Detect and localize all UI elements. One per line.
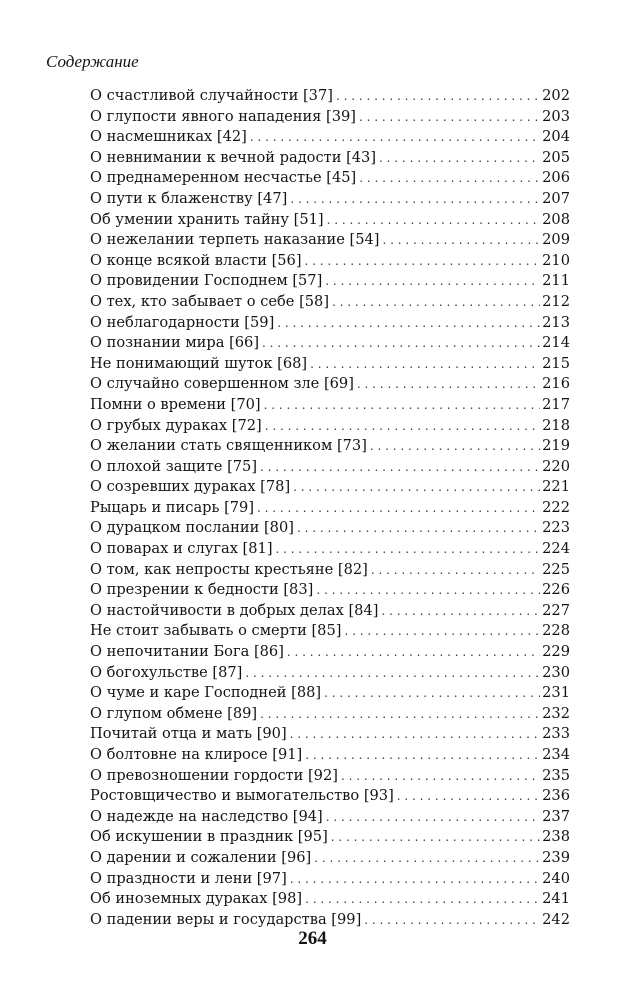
toc-entry — [90, 766, 570, 787]
toc-entry — [90, 580, 570, 601]
toc-entry — [90, 518, 570, 539]
toc-entry-page: 216 — [542, 375, 570, 393]
dot-leader — [370, 436, 540, 457]
dot-leader — [305, 745, 540, 766]
toc-entry-page: 226 — [542, 581, 570, 599]
toc-entry-title: О падении веры и государства [99] — [90, 910, 362, 928]
toc-entry — [90, 642, 570, 663]
toc-entry-title: Ростовщичество и вымогательство [93] — [90, 787, 394, 805]
dot-leader — [327, 210, 541, 231]
toc-entry-page: 237 — [542, 807, 570, 825]
toc-entry-title: О желании стать священником [73] — [90, 437, 367, 455]
toc-entry — [90, 107, 570, 128]
dot-leader — [325, 271, 540, 292]
toc-entry — [90, 663, 570, 684]
toc-entry-page: 214 — [542, 334, 570, 352]
dot-leader — [305, 251, 541, 272]
dot-leader — [332, 292, 540, 313]
toc-entry — [90, 724, 570, 745]
toc-entry-page: 213 — [542, 313, 570, 331]
toc-entry — [90, 457, 570, 478]
dot-leader — [314, 848, 540, 869]
dot-leader — [359, 168, 540, 189]
dot-leader — [257, 498, 540, 519]
toc-entry-title: Почитай отца и мать [90] — [90, 725, 287, 743]
toc-entry-title: О случайно совершенном зле [69] — [90, 375, 354, 393]
toc-entry — [90, 786, 570, 807]
toc-entry — [90, 683, 570, 704]
toc-entry-page: 224 — [542, 540, 570, 558]
toc-entry — [90, 168, 570, 189]
dot-leader — [245, 663, 540, 684]
toc-entry-title: О презрении к бедности [83] — [90, 581, 314, 599]
toc-entry-title: О праздности и лени [97] — [90, 869, 287, 887]
toc-entry-title: Об умении хранить тайну [51] — [90, 210, 324, 228]
toc-entry-title: О превозношении гордости [92] — [90, 766, 338, 784]
toc-entry-page: 207 — [542, 189, 570, 207]
dot-leader — [316, 580, 540, 601]
toc-entry — [90, 148, 570, 169]
dot-leader — [262, 333, 540, 354]
toc-entry-page: 208 — [542, 210, 570, 228]
toc-entry-page: 227 — [542, 601, 570, 619]
toc-entry-title: О насмешниках [42] — [90, 128, 247, 146]
toc-entry-title: О богохульстве [87] — [90, 663, 243, 681]
toc-entry-page: 215 — [542, 354, 570, 372]
dot-leader — [260, 704, 540, 725]
toc-entry — [90, 704, 570, 725]
toc-entry-page: 206 — [542, 169, 570, 187]
toc-entry-title: О преднамеренном несчастье [45] — [90, 169, 357, 187]
toc-entry-title: О надежде на наследство [94] — [90, 807, 323, 825]
toc-entry — [90, 230, 570, 251]
toc-entry-page: 238 — [542, 828, 570, 846]
toc-entry — [90, 807, 570, 828]
toc-entry-title: О созревших дураках [78] — [90, 478, 291, 496]
dot-leader — [336, 86, 540, 107]
toc-entry-title: О глупости явного нападения [39] — [90, 107, 356, 125]
toc-entry — [90, 621, 570, 642]
dot-leader — [293, 477, 540, 498]
toc-entry — [90, 354, 570, 375]
dot-leader — [331, 827, 540, 848]
toc-entry-title: О том, как непросты крестьяне [82] — [90, 560, 368, 578]
dot-leader — [371, 560, 540, 581]
dot-leader — [341, 766, 540, 787]
toc-entry — [90, 477, 570, 498]
dot-leader — [277, 313, 540, 334]
dot-leader — [264, 395, 541, 416]
toc-entry — [90, 498, 570, 519]
toc-entry — [90, 827, 570, 848]
toc-entry — [90, 374, 570, 395]
toc-entry — [90, 560, 570, 581]
toc-entry-title: О поварах и слугах [81] — [90, 540, 273, 558]
toc-entry-page: 231 — [542, 684, 570, 702]
toc-entry — [90, 539, 570, 560]
toc-entry-title: О дарении и сожалении [96] — [90, 848, 312, 866]
toc-entry-title: О тех, кто забывает о себе [58] — [90, 292, 330, 310]
toc-entry — [90, 333, 570, 354]
toc-entry — [90, 210, 570, 231]
dot-leader — [287, 642, 540, 663]
toc-entry-title: О чуме и каре Господней [88] — [90, 684, 322, 702]
dot-leader — [379, 148, 540, 169]
toc-entry-page: 222 — [542, 498, 570, 516]
toc-entry-title: О глупом обмене [89] — [90, 704, 258, 722]
toc-entry-page: 233 — [542, 725, 570, 743]
toc-entry-title: О провидении Господнем [57] — [90, 272, 323, 290]
dot-leader — [265, 416, 540, 437]
toc-entry — [90, 86, 570, 107]
toc-entry-title: О познании мира [66] — [90, 334, 260, 352]
dot-leader — [359, 107, 540, 128]
toc-entry-title: Рыцарь и писарь [79] — [90, 498, 255, 516]
dot-leader — [290, 724, 540, 745]
dot-leader — [310, 354, 540, 375]
toc-entry — [90, 395, 570, 416]
toc-entry-page: 230 — [542, 663, 570, 681]
toc-entry — [90, 601, 570, 622]
toc-entry — [90, 127, 570, 148]
toc-entry-title: О счастливой случайности [37] — [90, 87, 333, 104]
toc-entry-page: 219 — [542, 437, 570, 455]
toc-entry — [90, 292, 570, 313]
toc-entry-page: 202 — [542, 87, 570, 104]
toc-entry-page: 210 — [542, 251, 570, 269]
dot-leader — [324, 683, 540, 704]
toc-entry-page: 218 — [542, 416, 570, 434]
dot-leader — [297, 518, 540, 539]
toc-entry-page: 232 — [542, 704, 570, 722]
running-title: Содержание — [46, 52, 139, 71]
dot-leader — [326, 807, 540, 828]
toc-entry-title: О конце всякой власти [56] — [90, 251, 302, 269]
dot-leader — [250, 127, 540, 148]
toc-entry — [90, 251, 570, 272]
toc-entry — [90, 848, 570, 869]
dot-leader — [397, 786, 540, 807]
dot-leader — [381, 601, 540, 622]
toc-entry-title: Помни о времени [70] — [90, 395, 261, 413]
dot-leader — [383, 230, 541, 251]
toc-entry-title: О нежелании терпеть наказание [54] — [90, 231, 380, 249]
toc-entry-page: 223 — [542, 519, 570, 537]
toc-entry — [90, 745, 570, 766]
toc-entry-page: 209 — [542, 231, 570, 249]
toc-entry-page: 212 — [542, 292, 570, 310]
toc-entry-title: Не стоит забывать о смерти [85] — [90, 622, 342, 640]
dot-leader — [290, 189, 540, 210]
toc-entry-page: 211 — [542, 272, 570, 290]
toc-entry-page: 242 — [542, 910, 570, 928]
toc-entry-title: О грубых дураках [72] — [90, 416, 262, 434]
dot-leader — [290, 869, 540, 890]
toc-entry-title: О настойчивости в добрых делах [84] — [90, 601, 379, 619]
toc-entry-title: О непочитании Бога [86] — [90, 643, 284, 661]
toc-entry-page: 203 — [542, 107, 570, 125]
toc-entry — [90, 416, 570, 437]
toc-entry-title: О болтовне на клиросе [91] — [90, 746, 303, 763]
toc-entry-page: 235 — [542, 766, 570, 784]
toc-entry-page: 241 — [542, 890, 570, 908]
toc-entry-title: Об иноземных дураках [98] — [90, 890, 303, 908]
toc-entry-page: 204 — [542, 128, 570, 146]
toc-entry-title: О дурацком послании [80] — [90, 519, 294, 537]
toc-entry-title: О пути к блаженству [47] — [90, 189, 288, 207]
toc-entry — [90, 313, 570, 334]
toc-entry — [90, 189, 570, 210]
dot-leader — [344, 621, 540, 642]
toc-entry — [90, 889, 570, 910]
toc-entry-page: 217 — [542, 395, 570, 413]
toc-entry-page: 236 — [542, 787, 570, 805]
toc-entry-page: 225 — [542, 560, 570, 578]
page-number: 264 — [298, 928, 327, 949]
toc-entry-title: О неблагодарности [59] — [90, 313, 275, 331]
table-of-contents — [90, 86, 570, 930]
dot-leader — [357, 374, 540, 395]
toc-entry — [90, 271, 570, 292]
toc-entry-page: 228 — [542, 622, 570, 640]
toc-entry-page: 240 — [542, 869, 570, 887]
toc-entry-title: Об искушении в праздник [95] — [90, 828, 328, 846]
dot-leader — [305, 889, 540, 910]
toc-entry-title: О невнимании к вечной радости [43] — [90, 148, 377, 166]
dot-leader — [260, 457, 540, 478]
toc-entry-title: Не понимающий шуток [68] — [90, 354, 308, 372]
toc-entry — [90, 869, 570, 890]
toc-entry-page: 220 — [542, 457, 570, 475]
toc-entry-page: 239 — [542, 848, 570, 866]
toc-entry-page: 221 — [542, 478, 570, 496]
toc-entry-page: 229 — [542, 643, 570, 661]
dot-leader — [276, 539, 541, 560]
toc-entry — [90, 436, 570, 457]
toc-entry-page: 205 — [542, 148, 570, 166]
toc-entry-page: 234 — [542, 746, 570, 763]
toc-entry-title: О плохой защите [75] — [90, 457, 258, 475]
